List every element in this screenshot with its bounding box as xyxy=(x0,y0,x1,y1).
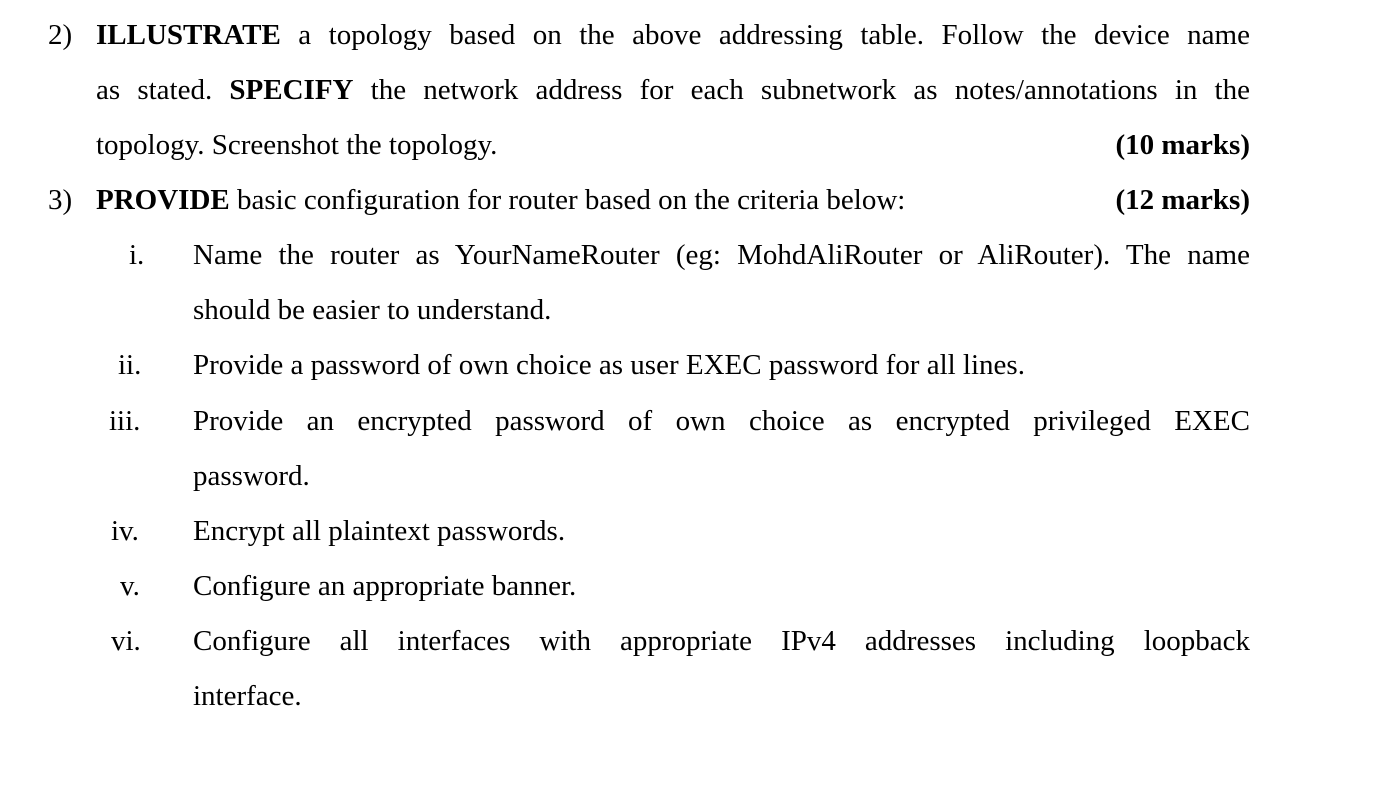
list-item-line: Configure an appropriate banner. xyxy=(193,570,577,602)
q3-keyword-provide: PROVIDE xyxy=(96,184,230,216)
q3-number: 3) xyxy=(48,184,73,216)
list-item-line: Provide a password of own choice as user EXEC password for all lines. xyxy=(193,349,1025,381)
list-item-numeral: ii. xyxy=(118,349,142,381)
q3-line xyxy=(96,186,905,215)
list-item-line: Encrypt all plaintext passwords. xyxy=(193,515,566,547)
q3-text: basic configuration for router based on the criteria below: xyxy=(229,184,906,216)
list-item-numeral: vi. xyxy=(111,625,141,657)
q2-line-2 xyxy=(96,76,1250,105)
q2-line-1-text: a topology based on the above addressing table. Follow the device name xyxy=(280,19,1250,51)
list-item-line: Configure all interfaces with appropriate IPv4 addresses including loopback xyxy=(193,625,1250,657)
list-item-line: Provide an encrypted password of own choice as encrypted privileged EXEC xyxy=(193,405,1250,437)
q2-keyword-specify: SPECIFY xyxy=(229,74,354,106)
list-item-numeral: v. xyxy=(120,570,140,602)
q2-keyword-illustrate: ILLUSTRATE xyxy=(96,19,281,51)
q3-marks xyxy=(950,186,1250,215)
list-item-numeral: i. xyxy=(129,239,145,271)
q2-marks xyxy=(950,131,1250,160)
q2-line-2-prefix: as stated. xyxy=(96,74,230,106)
q2-line-2-text: the network address for each subnetwork as notes/annotations in the xyxy=(353,74,1250,106)
q2-marks-text: (10 marks) xyxy=(1115,129,1250,161)
q3-marks-text: (12 marks) xyxy=(1115,184,1250,216)
q2-line-1 xyxy=(96,21,1250,50)
list-item-numeral: iv. xyxy=(111,515,139,547)
q2-line-3: topology. Screenshot the topology. xyxy=(96,129,498,161)
list-item-line: should be easier to understand. xyxy=(193,294,552,326)
q2-number: 2) xyxy=(48,19,73,51)
list-item-numeral: iii. xyxy=(109,405,141,437)
list-item-line: interface. xyxy=(193,680,302,712)
list-item-line: password. xyxy=(193,460,310,492)
list-item-line: Name the router as YourNameRouter (eg: MohdAliRouter or AliRouter). The name xyxy=(193,239,1250,271)
